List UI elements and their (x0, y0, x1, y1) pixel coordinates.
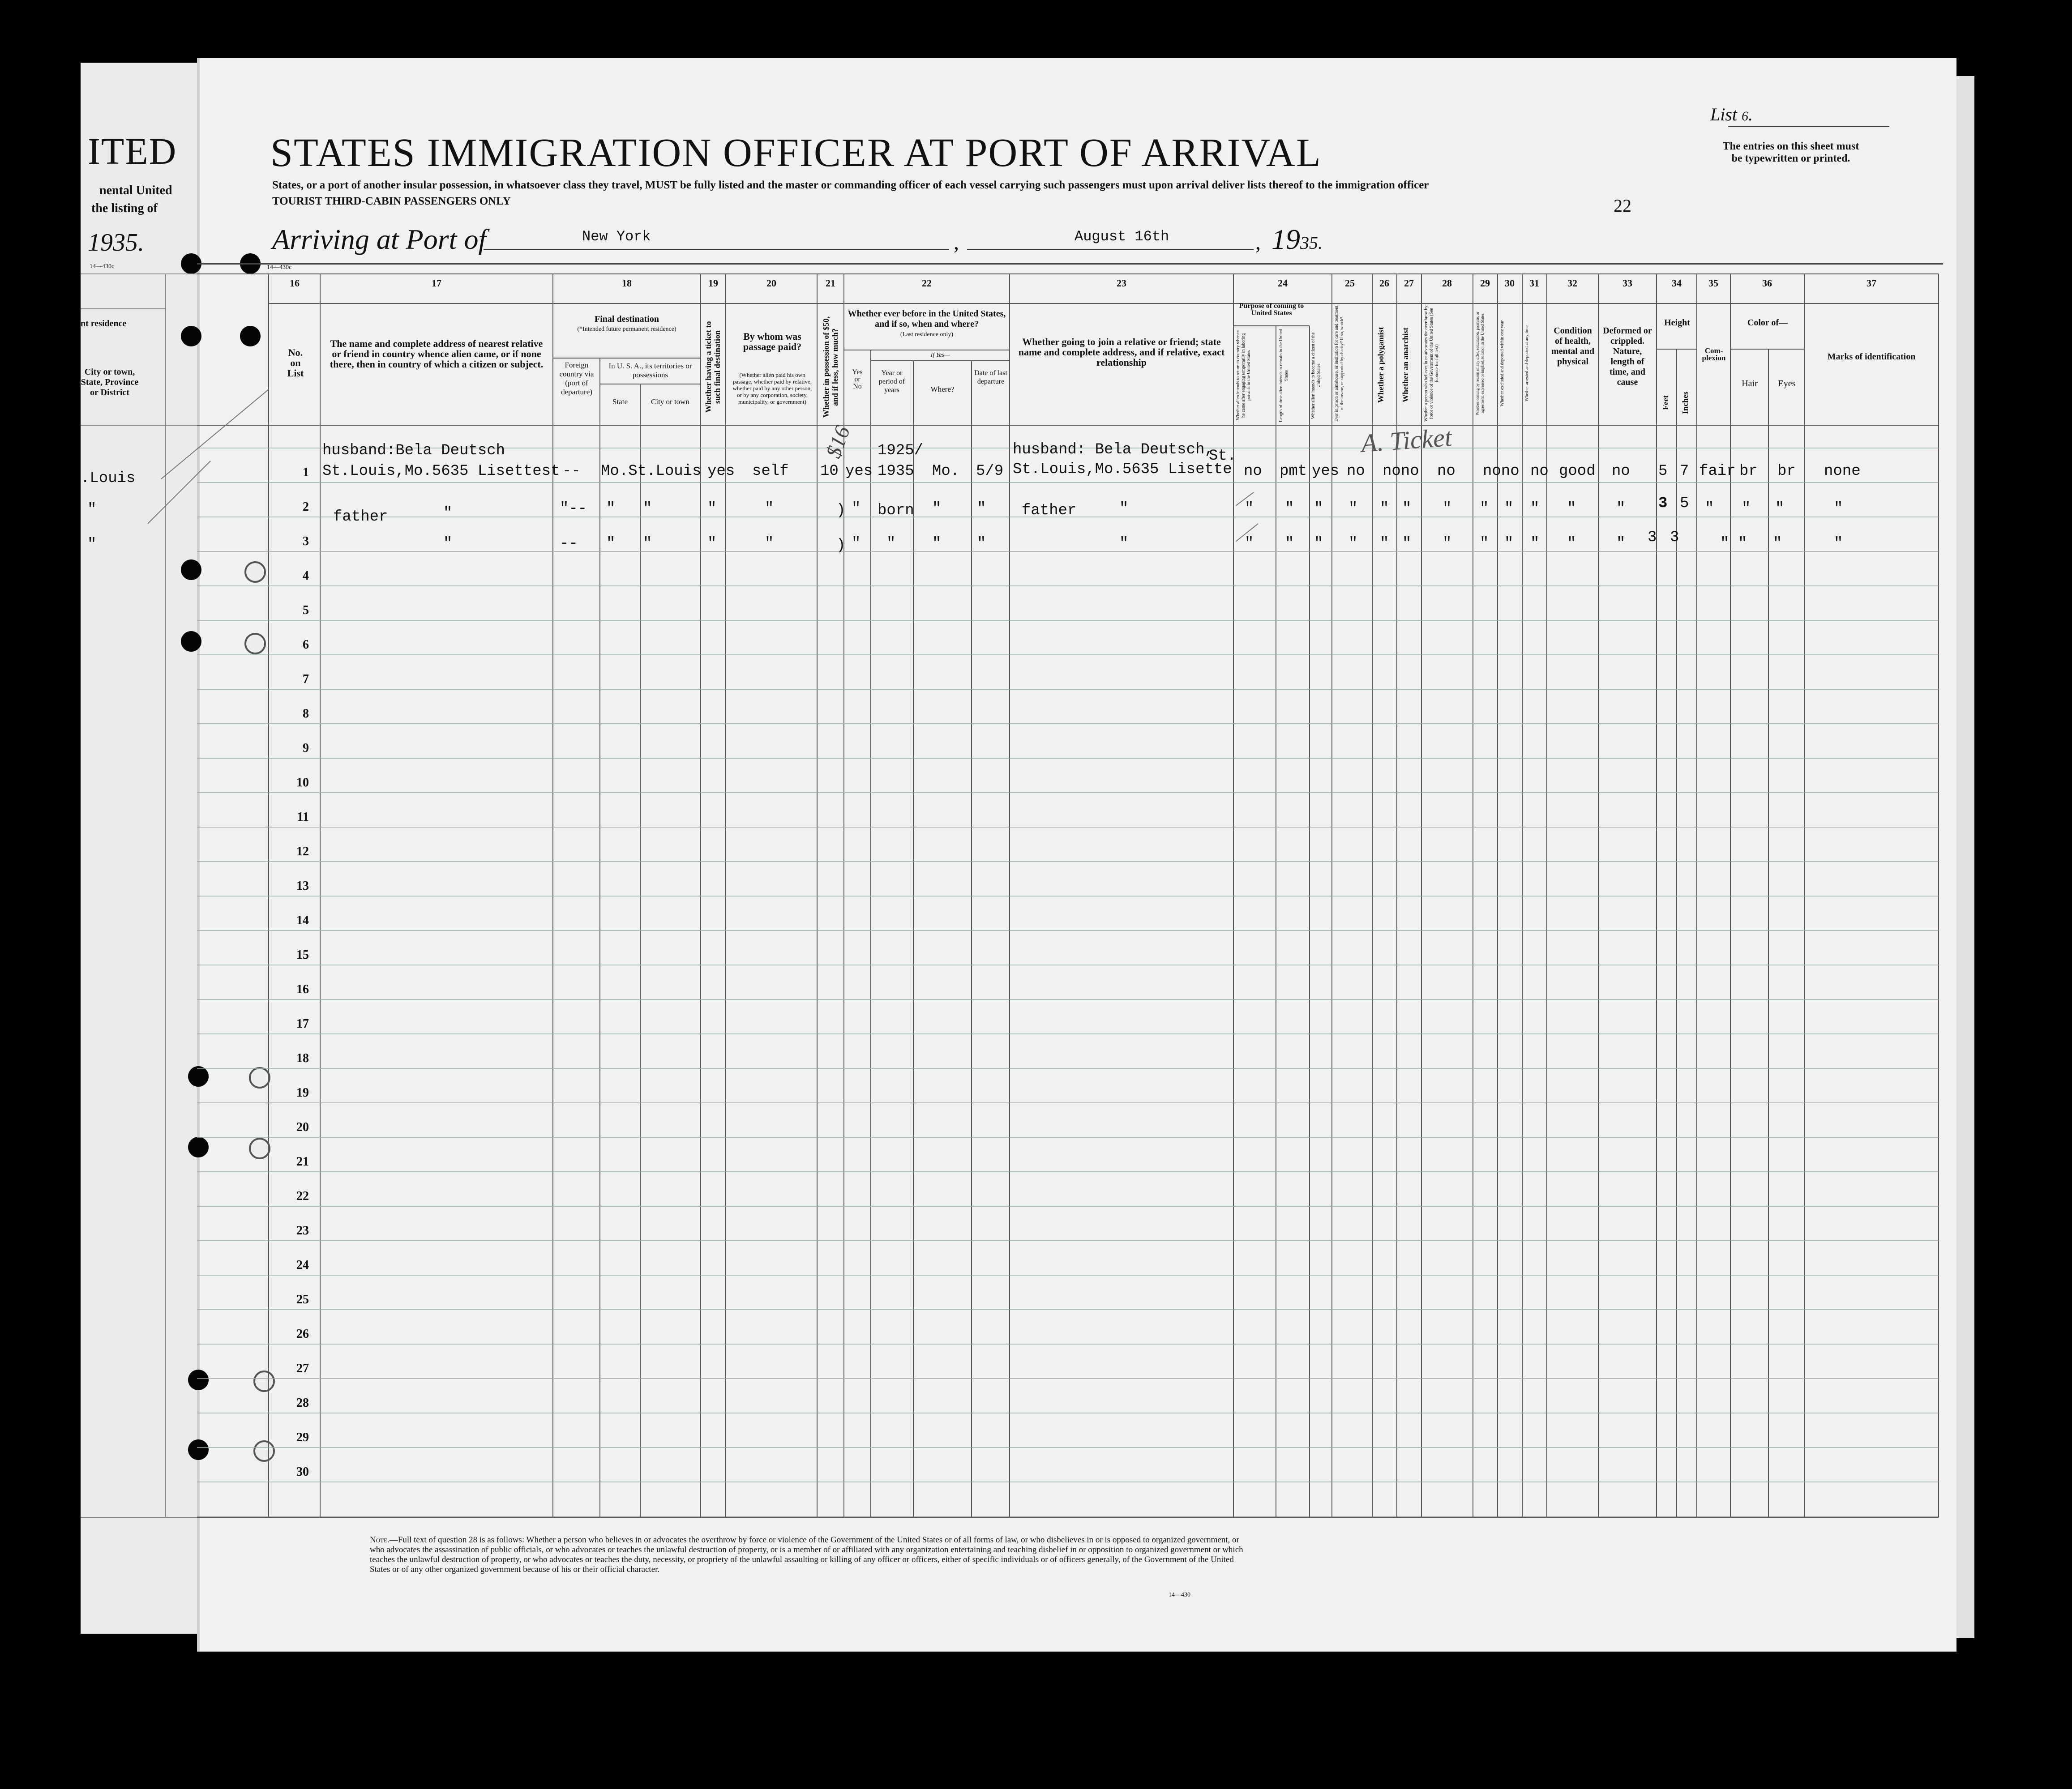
row3-c32: " (1567, 535, 1576, 552)
row3-c24b: " (1285, 535, 1294, 552)
header-excluded: Whether excluded and deported within one year (1500, 320, 1505, 407)
row-number: 1 (303, 465, 309, 479)
col-number-33: 33 (1622, 278, 1632, 289)
row-number: 14 (296, 914, 309, 927)
row-number: 25 (296, 1293, 309, 1307)
header-anarchist: Whether an anarchist (1401, 327, 1410, 402)
col-number-20: 20 (766, 278, 776, 289)
header-relative: The name and complete address of nearest relative or friend in country whence alien came, or if none there, then in country of which a citizen or subject. (330, 338, 544, 370)
row1-foreign: -- (562, 463, 581, 480)
row3-c36-eyes: " (1773, 535, 1782, 552)
row2-c33: " (1616, 500, 1626, 517)
row2-relative: father (333, 508, 388, 525)
col-number-23: 23 (1117, 278, 1126, 289)
header-ticket: Whether having a ticket to such final destination (704, 321, 722, 413)
row2-before-year: born (878, 502, 914, 519)
row2-c24a: " (1245, 500, 1254, 517)
row3-before-date: " (977, 535, 986, 552)
header-year: Year or period of years (878, 369, 905, 394)
page-title: STATES IMMIGRATION OFFICER AT PORT OF ARRIVAL (270, 131, 1322, 175)
header-purpose-b: Length of time alien intends to remain in the United States (1279, 329, 1289, 423)
left-line-1: nental United (99, 184, 172, 197)
left-row1-city: .Louis (81, 470, 136, 487)
header-money: Whether in possession of $50, and if less, how much? (822, 316, 839, 418)
row3-c31: " (1530, 535, 1540, 552)
header-prison: Ever in prison or almshouse, or institution for care and treatment of the insane, or supported by charity? If so, which? (1334, 305, 1344, 422)
row2-c24b: " (1285, 500, 1294, 517)
row-number: 23 (296, 1224, 309, 1238)
col-number-31: 31 (1529, 278, 1539, 289)
col-number-17: 17 (432, 278, 441, 289)
row1-health: good (1559, 463, 1596, 480)
row1-inches: 7 (1680, 463, 1689, 480)
row3-ticket: " (707, 535, 717, 552)
year: 1935. (1271, 223, 1323, 255)
header-before-us-note: (Last residence only) (900, 331, 954, 338)
left-line-2: the listing of (91, 201, 158, 215)
row1-join-line1b: St. (1209, 448, 1237, 465)
row2-before-yesno: " (852, 500, 861, 517)
row3-c24a: " (1245, 535, 1254, 552)
header-eyes: Eyes (1778, 379, 1796, 389)
row1-arrested: no (1530, 463, 1549, 480)
row2-feet: 3 (1658, 495, 1668, 512)
row-number: 12 (296, 845, 309, 858)
row3-c36-hair: " (1738, 535, 1747, 552)
header-state: State (612, 397, 628, 406)
instructions: The entries on this sheet must be typewritten or printed. (1722, 141, 1859, 164)
row1-join-line1: husband: Bela Deutsch, (1013, 441, 1214, 458)
row1-before-where: Mo. (932, 463, 960, 480)
header-date-departure: Date of last departure (974, 369, 1007, 385)
row-number: 9 (303, 741, 309, 755)
row1-length: pmt (1280, 463, 1307, 480)
col-number-25: 25 (1345, 278, 1355, 289)
row1-overthrow: no (1437, 463, 1456, 480)
col-number-34: 34 (1672, 278, 1682, 289)
row-number: 17 (296, 1017, 309, 1031)
row1-offer-excluded: nono (1483, 463, 1520, 480)
header-polygamist: Whether a polygamist (1376, 327, 1385, 403)
row-number: 5 (303, 603, 309, 617)
footnote-text: —Full text of question 28 is as follows: Whether a person who believes in or advocates the overthrow by force or violence of the Government of the United States or of all forms of law, or who disbelieves in or is opposed to organized government, or who advocates the assassination of public officials, or who advocates or teaches the unlawful destruction of property, or is a member of or affiliated with any organization entertaining and teaching disbelief in or opposition to organized government or which teaches the unlawful destruction of property, or who advocates or teaches the duty, necessity, or propriety of the unlawful assaulting or killing of any officer or officers, either of specific individuals or of officers generally, of the Government of the United States or of any other organized government because of his or their official character. (370, 1535, 1243, 1574)
row1-complexion: fair (1699, 463, 1736, 480)
row-number: 11 (297, 810, 309, 824)
row1-before-year-2: 1935 (878, 463, 914, 480)
footnote (370, 1535, 1247, 1575)
row3-feet: 3 (1648, 529, 1657, 546)
left-row2-ditto: " (87, 501, 97, 518)
row3-before-year: " (886, 535, 896, 552)
row2-before-where: " (932, 500, 942, 517)
row3-c29: " (1480, 535, 1489, 552)
left-residence-heading: nt residence (81, 319, 127, 329)
row-number: 26 (296, 1327, 309, 1341)
list-label: List 6. (1710, 104, 1753, 124)
row-number: 27 (296, 1362, 309, 1375)
row3-before-yesno: " (852, 535, 861, 552)
header-purpose-c: Whether alien intends to become a citizen of the United States (1311, 332, 1321, 419)
header-join-relative: Whether going to join a relative or friend; state name and complete address, and if relative, exact relationship (1018, 336, 1225, 368)
header-hair: Hair (1742, 379, 1758, 389)
row2-before-date: " (977, 500, 986, 517)
header-list-number: No. on List (287, 347, 304, 379)
col-number-28: 28 (1442, 278, 1452, 289)
row1-hair: br (1739, 463, 1758, 480)
row3-c37: " (1834, 535, 1843, 552)
row1-eyes: br (1777, 463, 1796, 480)
row3-c24c: " (1314, 535, 1323, 552)
left-residence-sub: City or town, State, Province or District (81, 367, 139, 397)
row-number: 13 (296, 879, 309, 893)
row1-state-city: Mo.St.Louis (601, 463, 702, 480)
row3-before-where: " (932, 535, 942, 552)
row3-c26: " (1380, 535, 1389, 552)
row1-relative-line2: St.Louis,Mo.5635 Lisettest (322, 463, 560, 480)
row2-money: ) (836, 502, 846, 519)
header-inches: Inches (1681, 392, 1690, 414)
header-before-us: Whether ever before in the United States, and if so, when and where? (848, 309, 1006, 329)
row-number: 16 (296, 982, 309, 996)
row2-inches: 5 (1680, 495, 1689, 512)
row2-city: " (643, 500, 652, 517)
header-arrested: Whether arrested and deported at any time (1524, 325, 1529, 401)
row-number: 18 (296, 1051, 309, 1065)
header-yes-no: Yes or No (852, 368, 863, 390)
header-health: Condition of health, mental and physical (1551, 326, 1595, 367)
header-height: Height (1664, 318, 1690, 328)
row-number: 22 (296, 1189, 309, 1203)
col-number-19: 19 (708, 278, 718, 289)
row3-inches: 3 (1670, 529, 1679, 546)
row1-handwritten-note: A. Ticket (1360, 423, 1453, 458)
header-final-destination-note: (*Intended future permanent residence) (577, 326, 676, 333)
header-city: City or town (651, 397, 689, 406)
row2-relative-ditto: " (443, 505, 453, 522)
row-number: 10 (296, 776, 309, 790)
header-marks: Marks of identification (1827, 352, 1916, 362)
row1-join-line2: St.Louis,Mo.5635 Lisette (1013, 461, 1232, 478)
row1-money-note: $16 (821, 423, 855, 461)
row2-c35: " (1705, 500, 1714, 517)
row-number: 3 (303, 534, 309, 548)
left-year: 1935. (88, 229, 144, 256)
row1-marks: none (1824, 463, 1861, 480)
col-number-32: 32 (1567, 278, 1577, 289)
row1-polygamist-anarchist: nono (1383, 463, 1419, 480)
row2-c30: " (1504, 500, 1514, 517)
col-number-27: 27 (1404, 278, 1414, 289)
row2-c37: " (1834, 500, 1843, 517)
header-color: Color of— (1747, 318, 1788, 328)
row1-before-year-1: 1925/ (878, 442, 924, 459)
row1-paid-by: self (752, 463, 789, 480)
row2-c26: " (1380, 500, 1389, 517)
row1-before-date: 5/9 (976, 463, 1004, 480)
header-overthrow: Whether a person who believes in or advocates the overthrow by force or violence of the Government of the United States (See footnote for full text) (1424, 305, 1439, 422)
col-number-21: 21 (826, 278, 835, 289)
row3-c30: " (1504, 535, 1514, 552)
col-number-26: 26 (1379, 278, 1389, 289)
row2-c27: " (1402, 500, 1412, 517)
row3-c25: " (1349, 535, 1358, 552)
col-number-16: 16 (290, 278, 300, 289)
left-title-fragment: ITED (88, 131, 177, 172)
row2-c24c: " (1314, 500, 1323, 517)
left-form-code: 14—430c (90, 263, 115, 270)
row-number: 2 (303, 500, 309, 514)
row3-paid-by: " (765, 535, 774, 552)
row3-join-ditto: " (1119, 535, 1129, 552)
row3-foreign: -- (560, 535, 578, 552)
list-number: 6 (1742, 109, 1749, 124)
row-number: 29 (296, 1430, 309, 1444)
row3-c33: " (1616, 535, 1626, 552)
row-number: 30 (296, 1465, 309, 1479)
left-row3-ditto: " (87, 536, 97, 553)
row3-c27: " (1402, 535, 1412, 552)
row1-feet: 5 (1658, 463, 1668, 480)
header-feet: Feet (1661, 395, 1670, 410)
row2-c31: " (1530, 500, 1540, 517)
header-passage-note: (Whether alien paid his own passage, whether paid by relative, whether paid by any other person, or by any corporation, society, municipality, or government) (732, 371, 812, 405)
page-number: 22 (1614, 196, 1631, 216)
row2-state: " (606, 500, 616, 517)
col-number-35: 35 (1708, 278, 1718, 289)
row-number: 28 (296, 1396, 309, 1410)
col-number-24: 24 (1278, 278, 1288, 289)
row2-join: father (1022, 502, 1077, 519)
header-final-destination: Final destination (595, 314, 659, 324)
row3-state: " (606, 535, 616, 552)
comma: , (1255, 231, 1261, 254)
col-number-37: 37 (1867, 278, 1876, 289)
row2-c29: " (1480, 500, 1489, 517)
footnote-label: Note. (370, 1535, 390, 1545)
row2-c32: " (1567, 500, 1576, 517)
row-number: 8 (303, 707, 309, 721)
row3-city: " (643, 535, 652, 552)
row3-relative-ditto: " (443, 535, 453, 552)
row3-money: ) (836, 537, 846, 554)
row1-ticket: yes (707, 463, 735, 480)
header-offer-labor: Whether coming by reason of any offer, solicitation, promise, or agreement, expressed or implied, to labor in the United States (1475, 312, 1485, 415)
arriving-label: Arriving at Port of (272, 223, 487, 255)
row2-c25: " (1349, 500, 1358, 517)
row2-c28: " (1443, 500, 1452, 517)
row-number: 24 (296, 1258, 309, 1272)
row2-c36-hair: " (1742, 500, 1751, 517)
row3-c28: " (1443, 535, 1452, 552)
row1-relative-line1: husband:Bela Deutsch (322, 442, 505, 459)
row2-foreign: "-- (560, 500, 587, 517)
row2-ticket: " (707, 500, 717, 517)
header-in-usa: In U. S. A., its territories or possessions (608, 362, 692, 379)
row3-c35: " (1720, 535, 1730, 552)
header-line-2: TOURIST THIRD-CABIN PASSENGERS ONLY (272, 195, 511, 207)
header-complexion: Com- plexion (1702, 346, 1726, 362)
row1-prison: no (1347, 463, 1365, 480)
col-number-22: 22 (922, 278, 932, 289)
port-value: New York (582, 228, 651, 245)
header-foreign-country: Foreign country via (port of departure) (559, 361, 594, 396)
row2-join-ditto: " (1119, 500, 1129, 517)
col-number-30: 30 (1505, 278, 1515, 289)
col-number-29: 29 (1480, 278, 1490, 289)
row-number: 4 (303, 569, 309, 583)
row-number: 6 (303, 638, 309, 652)
row1-money: 10 (820, 463, 839, 480)
header-deformed: Deformed or crippled. Nature, length of time, and cause (1603, 326, 1652, 387)
header-if-yes: If Yes— (930, 352, 950, 359)
header-purpose-a: Whether alien intends to return to country whence he came after engaging temporarily in laboring pursuits in the United States (1236, 330, 1251, 421)
col-number-36: 36 (1762, 278, 1772, 289)
row1-deformed: no (1612, 463, 1630, 480)
row2-c36-eyes: " (1775, 500, 1785, 517)
header-where: Where? (930, 385, 955, 393)
col-number-18: 18 (622, 278, 632, 289)
comma: , (954, 231, 959, 254)
row2-paid-by: " (765, 500, 774, 517)
row-number: 20 (296, 1120, 309, 1134)
date-value: August 16th (1075, 228, 1169, 245)
header-passage-paid: By whom was passage paid? (743, 331, 802, 352)
row1-return: no (1244, 463, 1262, 480)
form-code: 14—430c (267, 264, 292, 271)
header-purpose: Purpose of coming to United States (1239, 302, 1304, 317)
row-number: 21 (296, 1155, 309, 1169)
row-number: 15 (296, 948, 309, 962)
row1-citizen: yes (1312, 463, 1340, 480)
footnote-form-code: 14—430 (1169, 1592, 1190, 1598)
row1-before-yesno: yes (845, 463, 873, 480)
row-number: 7 (303, 672, 309, 686)
row-number: 19 (296, 1086, 309, 1100)
header-line-1: States, or a port of another insular possession, in whatsoever class they travel, MUST be fully listed and the master or commanding officer of each vessel carrying such passengers must upon arrival deliver lists thereof to the immigration officer (272, 179, 1429, 191)
